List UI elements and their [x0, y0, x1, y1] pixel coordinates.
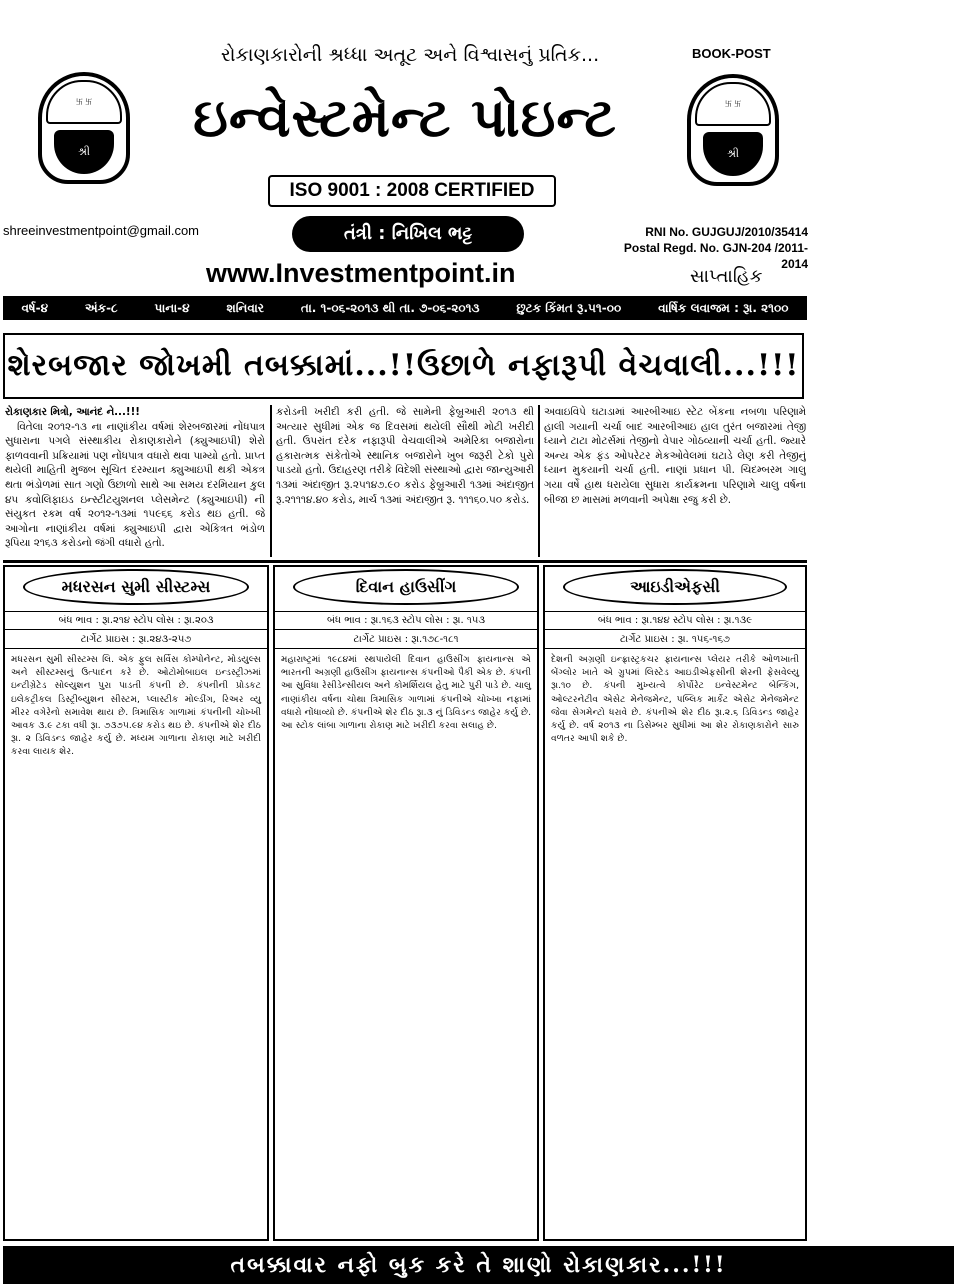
stock-box-dewan-housing — [273, 565, 539, 1241]
stock-levels: બંધ ભાવ : રૂા.૧૪૪ સ્ટોપ લોસ : રૂા.૧૩૯ — [545, 611, 805, 630]
stock-title: આઇડીએફસી — [563, 569, 787, 605]
year-label: વર્ષ-૪ — [21, 301, 49, 315]
column-divider — [270, 405, 272, 557]
article-paragraph: અવાઇવિપે ઘટાડામાં આરબીઆઇ સ્ટેટ બેંકના નબળા પરિણામે હાલી ગયાની ચર્ચા બાદ આરબીઆઇ હાલ તુરંત બજારમાં તેજી ધ્યાને ટાટા મોટર્સમાં તેજીનો વેપાર ગોઠવ્યાની ચર્ચા હતી. જ્યારે અન્ય એક ફંડ ઓપરેટર મેકઓવેલમાં ઘટાડે લેણ કરી તેજીનું ધ્યાન મુકયાની ચર્ચા હતી. નાણાં પ્રધાન પી. ચિદમ્બરમ ગાલુ ગયા વર્ષે હાથ ધરાયેલા સુધારા કાર્યક્રમના પરિણામે ચાલુ વર્ષના બીજા છ માસમાં મળવાની અપેક્ષા રજુ કરી છે. — [544, 406, 806, 506]
emblem-ring: 卐 卐 — [695, 82, 771, 126]
article-paragraph: રોકાણકાર મિત્રો, આનંદ ને...!!! — [5, 406, 140, 418]
day-label: શનિવાર — [226, 301, 264, 315]
footer-banner: તબક્કાવાર નફો બુક કરે તે શાણો રોકાણકાર...!!! — [3, 1246, 954, 1284]
article-column-2 — [276, 405, 534, 555]
iso-certification: ISO 9001 : 2008 CERTIFIED — [268, 175, 556, 207]
stock-box-idfc — [543, 565, 807, 1241]
stock-description: મધરસન સુમી સીસ્ટમ્સ લિ. એક ફુલ સર્વિસ કોમ્પોનેન્ટ, મોડયુલ્સ અને સીસ્ટમ્સનું ઉત્પાદન કરે છે. ઓટોમોબાઇલ ઇન્ડસ્ટ્રીઝમાં ઇન્ટીગ્રેટેડ સોલ્યુશન પુરા પાડતી કંપની છે. કંપનીની પ્રોડકટ ઇલેકટ્રીકલ ડિસ્ટ્રીબ્યુશન સીસ્ટમ, પ્લાસ્ટીક મોલ્ડીંગ, રિઅર વ્યુ મીરર વગેરેનો સમાવેશ થાય છે. ત્રિમાસિક ગાળામાં કંપનીની ચોખ્ખી આવક ૩.૯ ટકા વધી રૂા. ૭૩૭૫.૯૪ કરોડ થઇ છે. કંપનીએ શેર દીઠ રૂા. ૨ ડિવિડન્ડ જાહેર કર્યુ છે. મધ્યમ ગાળાના રોકાણ માટે ખરીદી કરવા લાયક શેર. — [11, 654, 261, 758]
pages-label: પાના-૪ — [154, 301, 190, 315]
issue-label: અંક-૮ — [84, 301, 118, 315]
stock-levels: બંધ ભાવ : રૂા.૨૧૪ સ્ટોપ લોસ : રૂા.૨૦૩ — [5, 611, 267, 630]
article-paragraph: વિતેલા ૨૦૧૨-૧૩ ના નાણાંકીય વર્ષમાં શેરબજારમાં નોંધપાત્ર સુધારાના પગલે સંસ્થાકીય રોકાણકારોને (ક્યુઆઇપી) શેરો ફાળવવાની પ્રક્રિયામાં પણ નોંધપાત્ર વધારો થવા પામ્યો હતો. પ્રાપ્ત થયેલી માહિતી મુજબ સૂચિત દરમ્યાન ક્યુઆઇપી થકી એકત્ર થતા ભંડોળમાં સાત ગણો ઉછાળો સાથે આ સમય દરમિયાન કુલ ૪૫ કવોલિફાઇડ ઇન્સ્ટીટયુશનલ પ્લેસમેન્ટ (ક્યુઆઇપી) ની સંયુકત રકમ વર્ષ ૨૦૧૨-૧૩માં ૧૫૯૬૬ કરોડ થઇ હતી. જે આગોના નાણાંકીય વર્ષમાં ક્યુઆઇપી દ્વારા એકિત્રત ભંડોળ રૂપિયા ૨૧૬૩ કરોડનો જંગી વધારો હતો. — [5, 420, 265, 550]
book-post-label: BOOK-POST — [692, 46, 771, 61]
masthead-title: ઇન્વેસ્ટમેન્ટ પોઇન્ટ — [193, 85, 617, 149]
issue-info-bar — [3, 296, 807, 320]
stock-target: ટાર્ગેટ પ્રાઇસ : રૂા.૨૪૩-૨૫૭ — [5, 634, 267, 649]
postal-registration: Postal Regd. No. GJN-204 /2011-2014 — [623, 241, 808, 271]
article-paragraph: કરોડની ખરીદી કરી હતી. જે સામેની ફેબ્રુઆરી ૨૦૧૩ થી અત્યાર સુધીમાં એક જ દિવસમાં થયેલી સૌથી મોટી ખરીદી હતી. ઉપરાંત દરેક નફારૂપી વેચવાલીએ અમેરિકા બજારોના હકારાત્મક સંકેતોએ સ્થાનિક બજારોને ખુબ જરૂરી ટેકો પુરો પાડયો હતો. ઉદાહરણ તરીકે વિદેશી સંસ્થાઓ દ્વારા જાન્યુઆરી ૧૩માં અંદાજીત રૂ.૨૫૧૪૭.૯૦ કરોડ ફેબ્રુઆરી ૧૩માં અંદાજીત રૂ.૨૧૧૧૪.૪૦ કરોડ, માર્ચ ૧૩માં અંદાજીત રૂ. ૧૧૧૬૦.૫૦ કરોડ. — [276, 406, 534, 506]
tagline: રોકાણકારોની શ્રધ્ધા અતૂટ અને વિશ્વાસનું પ્રતિક... — [220, 44, 600, 66]
rni-number: RNI No. GUJGUJ/2010/35414 — [645, 225, 808, 239]
stock-box-motherson — [3, 565, 269, 1241]
editor-badge: તંત્રી : નિખિલ ભટ્ટ — [292, 216, 524, 252]
website-link[interactable]: www.Investmentpoint.in — [206, 258, 516, 288]
registration-info — [600, 224, 808, 272]
price-label: છુટક કિંમત રૂ.૫૧-૦૦ — [516, 301, 622, 315]
weekly-label: સાપ્તાહિક — [690, 266, 763, 287]
date-range: તા. ૧-૦૬-૨૦૧૩ થી તા. ૭-૦૬-૨૦૧૩ — [300, 301, 480, 315]
emblem-pot: શ્રી — [54, 130, 114, 174]
stock-description: મહારાષ્ટ્રમાં ૧૯૮૪માં સ્થપાયેલી દિવાન હાઉસીંગ ફાયનાન્સ એ ભારતની અગ્રણી હાઉસીંગ ફાયનાન્સ કંપનીઓ પૈકી એક છે. કંપની આ સુવિધા રેસીડેન્સીયલ અને કોમર્શિયલ હેતુ માટે પુરી પાડે છે. ચાલુ નાણાંકીય વર્ષના ચોથા ત્રિમાસિક ગાળામાં કંપનીએ ચોખ્ખા નફામાં વધારો નોંધાવ્યો છે. કંપનીએ શેર દીઠ રૂા.૩ નું ડિવિડન્ડ જાહેર કર્યુ છે. આ સ્ટોક લાંબા ગાળાના રોકાણ માટે ખરીદી કરવા સલાહ છે. — [281, 654, 531, 732]
article-column-3 — [544, 405, 806, 555]
stock-description: દેશની અગ્રણી ઇન્ફ્રાસ્ટ્રકચર ફાયનાન્સ પ્લેયર તરીકે ઓળખાતી બેંગ્લોર ખાતે એ ગ્રુપમાં લિસ્ટેડ આઇડીએફસીની શેરની ફેસવેલ્યુ રૂા.૧૦ છે. કંપની મુખ્યત્વે કોર્પોરેટ ઇન્વેસ્ટમેન્ટ બેન્કિંગ, ઓલ્ટરનેટીવ એસેટ મેનેજમેન્ટ, પબ્લિક માર્કેટ એસેટ મેનેજમેન્ટ જેવા સેગમેન્ટો ધરાવે છે. કંપનીએ શેર દીઠ રૂા.૨.૬ ડિવિડન્ડ જાહેર કર્યુ છે. વર્ષ ૨૦૧૩ ના ડિસેમ્બર સુધીમાં આ શેર રોકાણકારોને સારુ વળતર આપી શકે છે. — [551, 654, 799, 745]
email-address[interactable]: shreeinvestmentpoint@gmail.com — [3, 223, 200, 238]
emblem-pot: શ્રી — [703, 132, 763, 176]
stock-levels: બંધ ભાવ : રૂા.૧૬૩ સ્ટોપ લોસ : રૂા. ૧૫૩ — [275, 611, 537, 630]
stock-title: દિવાન હાઉસીંગ — [293, 569, 518, 605]
article-column-1 — [5, 405, 265, 555]
main-headline: શેરબજાર જોખમી તબક્કામાં...!!ઉછાળે નફારૂપી વેચવાલી...!!! — [3, 333, 804, 399]
stock-target: ટાર્ગેટ પ્રાઇસ : રૂા. ૧૫૬-૧૬૭ — [545, 634, 805, 649]
right-emblem-icon — [687, 74, 779, 186]
column-divider — [538, 405, 540, 557]
stock-target: ટાર્ગેટ પ્રાઇસ : રૂા.૧૭૮-૧૮૧ — [275, 634, 537, 649]
subscription-label: વાર્ષિક લવાજમ : રૂા. ૨૧૦૦ — [658, 301, 789, 315]
stock-title: મધરસન સુમી સીસ્ટમ્સ — [23, 569, 248, 605]
section-divider — [3, 560, 807, 563]
left-emblem-icon — [38, 72, 130, 184]
emblem-ring: 卐 卐 — [46, 80, 122, 124]
